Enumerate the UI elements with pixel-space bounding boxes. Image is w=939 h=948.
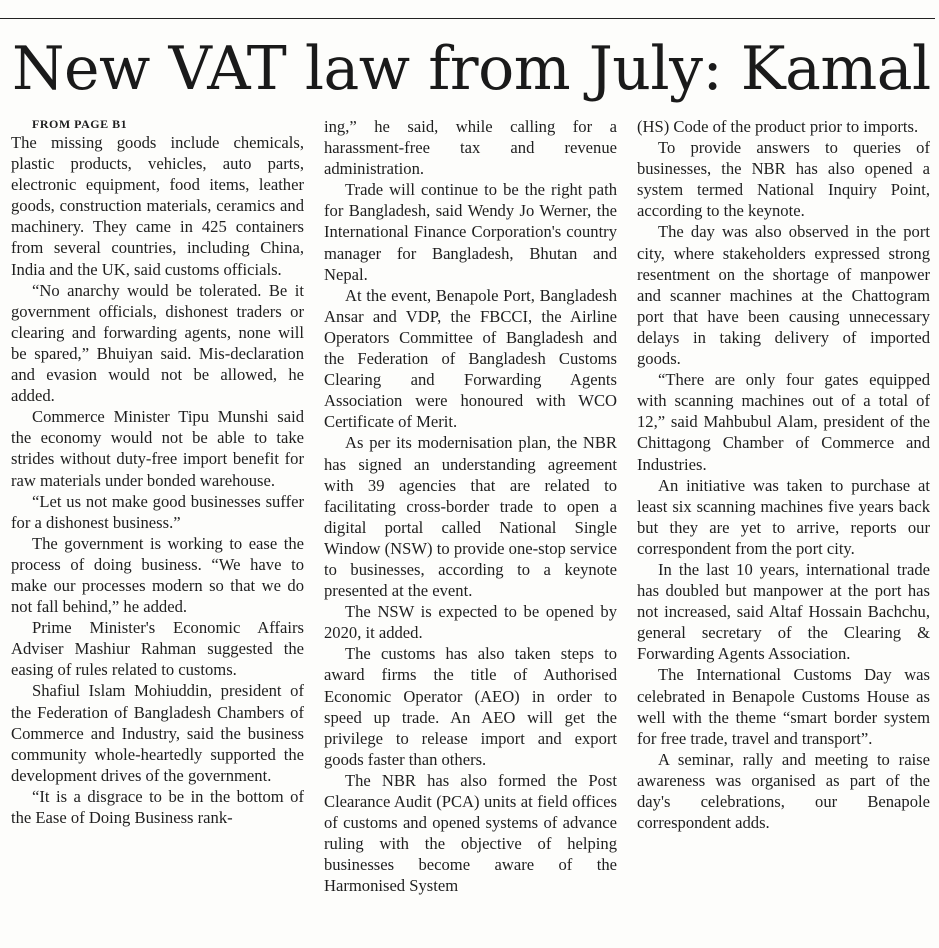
paragraph: Prime Minister's Economic Affairs Adviser Mashiur Rahman suggested the easing of rules related to customs. [11,618,304,680]
paragraph: To provide answers to queries of businesses, the NBR has also opened a system termed National Inquiry Point, according to the keynote. [637,138,930,221]
paragraph: As per its modernisation plan, the NBR has signed an understanding agreement with 39 agencies that are related to facilitating cross-border trade to open a digital portal called National Single Window (NSW) to provide one-stop service to businesses, according to a keynote presented at the event. [324,433,617,601]
paragraph: The International Customs Day was celebrated in Benapole Customs House as well with the theme “smart border system for free trade, travel and transport”. [637,665,930,748]
paragraph: A seminar, rally and meeting to raise awareness was organised as part of the day's celebrations, our Benapole correspondent adds. [637,749,930,833]
paragraph: The customs has also taken steps to award firms the title of Authorised Economic Operator (AEO) in order to speed up trade. An AEO will get the privilege to release import and export goods faster than others. [324,644,617,769]
paragraph: An initiative was taken to purchase at least six scanning machines five years back but they are yet to arrive, reports our correspondent from the port city. [637,475,930,558]
paragraph: “Let us not make good businesses suffer for a dishonest business.” [11,491,304,532]
article-column-1 [11,116,304,946]
paragraph: Commerce Minister Tipu Munshi said the economy would not be able to take strides without duty-free import benefit for raw materials under bonded warehouse. [11,407,304,490]
paragraph: “There are only four gates equipped with scanning machines out of a total of 12,” said Mahbubul Alam, president of the Chittagong Chamber of Commerce and Industries. [637,370,930,474]
paragraph: Trade will continue to be the right path for Bangladesh, said Wendy Jo Werner, the International Finance Corporation's country manager for Bangladesh, Bhutan and Nepal. [324,180,617,284]
paragraph: Shafiul Islam Mohiuddin, president of the Federation of Bangladesh Chambers of Commerce and Industry, said the business community whole-heartedly supported the development drives of the government. [11,681,304,785]
paragraph: The day was also observed in the port city, where stakeholders expressed strong resentment on the shortage of manpower and scanner machines at the Chattogram port that have been causing unnecessary delays in taking delivery of imported goods. [637,222,930,369]
paragraph: (HS) Code of the product prior to imports. [637,117,919,136]
continued-from-label: FROM PAGE B1 [32,117,128,131]
paragraph: In the last 10 years, international trade has doubled but manpower at the port has not increased, said Altaf Hossain Bachchu, general secretary of the Clearing & Forwarding Agents Association. [637,559,930,664]
paragraph: “No anarchy would be tolerated. Be it government officials, dishonest traders or clearing and forwarding agents, none will be spared,” Bhuiyan said. Mis-declaration and evasion would not be allowed, he added. [11,280,304,406]
paragraph: At the event, Benapole Port, Bangladesh Ansar and VDP, the FBCCI, the Airline Operators Committee of Bangladesh and the Federation of Bangladesh Customs Clearing and Forwarding Agents Association were honoured with WCO Certificate of Merit. [324,285,617,432]
paragraph: The NBR has also formed the Post Clearance Audit (PCA) units at field offices of customs and opened systems of advance ruling with the objective of helping businesses become aware of the Harmonised System [324,770,617,896]
paragraph: The missing goods include chemicals, plastic products, vehicles, auto parts, electronic equipment, food items, leather goods, construction materials, ceramics and machinery. They came in 425 containers from several countries, including China, India and the UK, said customs officials. [11,133,304,279]
top-rule [0,0,935,19]
article-column-3 [637,116,930,946]
paragraph: ing,” he said, while calling for a harassment-free tax and revenue administration. [324,117,617,179]
paragraph: The NSW is expected to be opened by 2020, it added. [324,602,617,643]
paragraph: The government is working to ease the process of doing business. “We have to make our processes modern so that we do not fall behind,” he added. [11,533,304,617]
article-column-2 [324,116,617,946]
paragraph: “It is a disgrace to be in the bottom of the Ease of Doing Business rank- [11,786,304,827]
headline: New VAT law from July: Kamal [12,34,931,104]
